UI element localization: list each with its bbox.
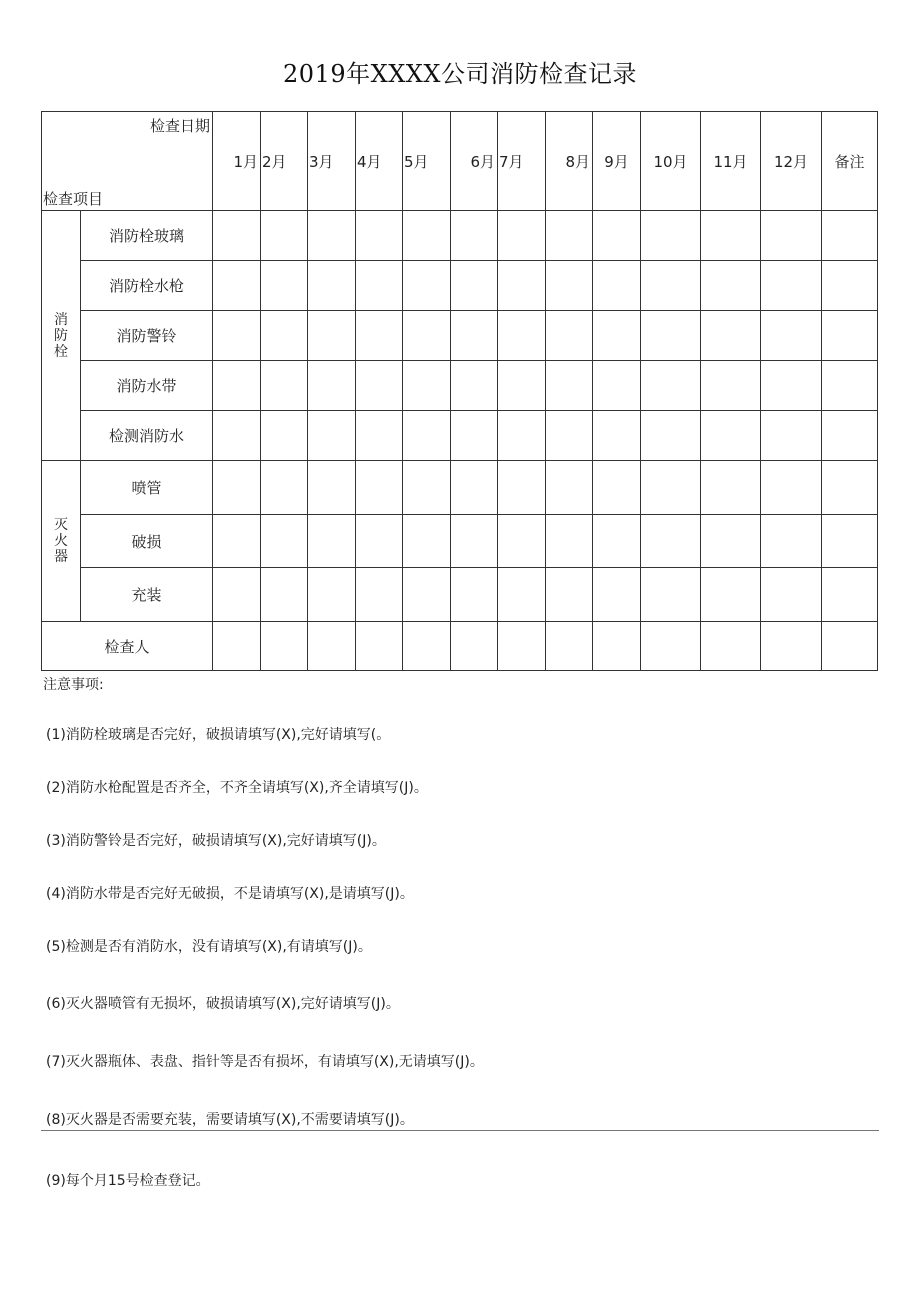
entry-cell[interactable] (213, 261, 261, 311)
check-date-label: 检查日期 (149, 117, 210, 135)
entry-cell[interactable] (641, 568, 701, 622)
page-title: 2019年XXXX公司消防检查记录 (283, 60, 637, 88)
month-header-9: 9月 (593, 112, 641, 211)
entry-cell[interactable] (701, 361, 761, 411)
remark-cell[interactable] (822, 622, 878, 671)
entry-cell[interactable] (546, 311, 593, 361)
entry-cell[interactable] (356, 568, 403, 622)
entry-cell[interactable] (213, 515, 261, 568)
entry-cell[interactable] (546, 211, 593, 261)
entry-cell[interactable] (451, 515, 498, 568)
check-item-label: 检查项目 (43, 190, 104, 208)
table-row (42, 568, 878, 622)
month-header-4: 4月 (356, 112, 403, 211)
entry-cell[interactable] (546, 622, 593, 671)
entry-cell[interactable] (308, 261, 356, 311)
entry-cell[interactable] (701, 568, 761, 622)
entry-cell[interactable] (308, 461, 356, 515)
entry-cell[interactable] (261, 261, 308, 311)
remark-cell[interactable] (822, 411, 878, 461)
remark-cell[interactable] (822, 515, 878, 568)
entry-cell[interactable] (356, 211, 403, 261)
entry-cell[interactable] (308, 622, 356, 671)
entry-cell[interactable] (593, 622, 641, 671)
table-row (42, 361, 878, 411)
entry-cell[interactable] (593, 411, 641, 461)
month-header-5: 5月 (403, 112, 451, 211)
entry-cell[interactable] (641, 211, 701, 261)
group-extinguisher-label: 灭火器 (54, 517, 68, 565)
group-hydrant-cell (42, 211, 81, 461)
month-header-1: 1月 (213, 112, 261, 211)
entry-cell[interactable] (641, 261, 701, 311)
entry-cell[interactable] (641, 311, 701, 361)
entry-cell[interactable] (261, 411, 308, 461)
entry-cell[interactable] (403, 261, 451, 311)
note-item-2: (2)消防水枪配置是否齐全，不齐全请填写(X),齐全请填写(J)。 (46, 780, 428, 796)
table-row (42, 311, 878, 361)
inspector-row (42, 622, 878, 671)
entry-cell[interactable] (761, 622, 822, 671)
entry-cell[interactable] (451, 568, 498, 622)
entry-cell[interactable] (356, 461, 403, 515)
table-row (42, 411, 878, 461)
entry-cell[interactable] (498, 411, 546, 461)
entry-cell[interactable] (498, 461, 546, 515)
entry-cell[interactable] (261, 461, 308, 515)
entry-cell[interactable] (213, 361, 261, 411)
entry-cell[interactable] (356, 515, 403, 568)
entry-cell[interactable] (761, 211, 822, 261)
entry-cell[interactable] (403, 622, 451, 671)
entry-cell[interactable] (213, 311, 261, 361)
remark-header: 备注 (822, 112, 878, 211)
entry-cell[interactable] (546, 411, 593, 461)
note-item-5: (5)检测是否有消防水，没有请填写(X),有请填写(J)。 (46, 939, 372, 955)
entry-cell[interactable] (593, 311, 641, 361)
entry-cell[interactable] (593, 211, 641, 261)
entry-cell[interactable] (498, 311, 546, 361)
entry-cell[interactable] (641, 361, 701, 411)
entry-cell[interactable] (213, 211, 261, 261)
entry-cell[interactable] (403, 311, 451, 361)
entry-cell[interactable] (451, 411, 498, 461)
entry-cell[interactable] (261, 361, 308, 411)
inspector-label: 检查人 (42, 622, 213, 671)
entry-cell[interactable] (593, 515, 641, 568)
item-label: 消防栓玻璃 (81, 211, 213, 261)
table-row (42, 211, 878, 261)
entry-cell[interactable] (213, 411, 261, 461)
remark-cell[interactable] (822, 568, 878, 622)
note-item-3: (3)消防警铃是否完好，破损请填写(X),完好请填写(J)。 (46, 833, 386, 849)
corner-header-cell (42, 112, 213, 211)
entry-cell[interactable] (761, 311, 822, 361)
entry-cell[interactable] (356, 261, 403, 311)
entry-cell[interactable] (701, 515, 761, 568)
entry-cell[interactable] (403, 568, 451, 622)
table-row (42, 461, 878, 515)
entry-cell[interactable] (593, 568, 641, 622)
entry-cell[interactable] (451, 461, 498, 515)
entry-cell[interactable] (701, 261, 761, 311)
entry-cell[interactable] (498, 622, 546, 671)
entry-cell[interactable] (546, 361, 593, 411)
entry-cell[interactable] (546, 568, 593, 622)
item-label: 消防水带 (81, 361, 213, 411)
entry-cell[interactable] (261, 311, 308, 361)
note-item-9: (9)每个月15号检查登记。 (46, 1173, 210, 1189)
entry-cell[interactable] (213, 622, 261, 671)
entry-cell[interactable] (451, 622, 498, 671)
month-header-7: 7月 (498, 112, 546, 211)
item-label: 喷管 (81, 461, 213, 515)
group-hydrant-label: 消防栓 (54, 311, 68, 360)
month-header-3: 3月 (308, 112, 356, 211)
entry-cell[interactable] (498, 361, 546, 411)
header-row (42, 112, 878, 211)
item-label: 消防栓水枪 (81, 261, 213, 311)
entry-cell[interactable] (498, 261, 546, 311)
entry-cell[interactable] (546, 261, 593, 311)
entry-cell[interactable] (451, 261, 498, 311)
entry-cell[interactable] (701, 461, 761, 515)
entry-cell[interactable] (213, 461, 261, 515)
entry-cell[interactable] (308, 515, 356, 568)
item-label: 消防警铃 (81, 311, 213, 361)
entry-cell[interactable] (546, 461, 593, 515)
entry-cell[interactable] (593, 261, 641, 311)
item-label: 破损 (81, 515, 213, 568)
entry-cell[interactable] (403, 361, 451, 411)
entry-cell[interactable] (593, 461, 641, 515)
entry-cell[interactable] (761, 261, 822, 311)
entry-cell[interactable] (546, 515, 593, 568)
entry-cell[interactable] (356, 361, 403, 411)
entry-cell[interactable] (761, 411, 822, 461)
remark-cell[interactable] (822, 261, 878, 311)
entry-cell[interactable] (403, 211, 451, 261)
entry-cell[interactable] (701, 211, 761, 261)
entry-cell[interactable] (701, 411, 761, 461)
item-label: 检测消防水 (81, 411, 213, 461)
divider-line (41, 1130, 879, 1131)
notes-heading: 注意事项: (43, 677, 104, 693)
entry-cell[interactable] (641, 461, 701, 515)
entry-cell[interactable] (261, 568, 308, 622)
note-item-1: (1)消防栓玻璃是否完好，破损请填写(X),完好请填写(。 (46, 727, 391, 743)
entry-cell[interactable] (356, 411, 403, 461)
entry-cell[interactable] (701, 622, 761, 671)
entry-cell[interactable] (761, 461, 822, 515)
entry-cell[interactable] (403, 461, 451, 515)
entry-cell[interactable] (213, 568, 261, 622)
month-header-6: 6月 (451, 112, 498, 211)
entry-cell[interactable] (641, 515, 701, 568)
month-header-10: 10月 (641, 112, 701, 211)
entry-cell[interactable] (308, 411, 356, 461)
entry-cell[interactable] (403, 515, 451, 568)
entry-cell[interactable] (308, 568, 356, 622)
entry-cell[interactable] (261, 211, 308, 261)
month-header-8: 8月 (546, 112, 593, 211)
entry-cell[interactable] (451, 361, 498, 411)
note-item-7: (7)灭火器瓶体、表盘、指针等是否有损坏，有请填写(X),无请填写(J)。 (46, 1054, 484, 1070)
table-row (42, 261, 878, 311)
entry-cell[interactable] (308, 361, 356, 411)
entry-cell[interactable] (593, 361, 641, 411)
entry-cell[interactable] (261, 622, 308, 671)
entry-cell[interactable] (761, 568, 822, 622)
entry-cell[interactable] (498, 568, 546, 622)
entry-cell[interactable] (356, 311, 403, 361)
entry-cell[interactable] (701, 311, 761, 361)
entry-cell[interactable] (761, 515, 822, 568)
table-row (42, 515, 878, 568)
note-item-4: (4)消防水带是否完好无破损，不是请填写(X),是请填写(J)。 (46, 886, 414, 902)
entry-cell[interactable] (451, 211, 498, 261)
entry-cell[interactable] (641, 622, 701, 671)
entry-cell[interactable] (641, 411, 701, 461)
month-header-2: 2月 (261, 112, 308, 211)
entry-cell[interactable] (498, 515, 546, 568)
remark-cell[interactable] (822, 311, 878, 361)
note-item-6: (6)灭火器喷管有无损坏，破损请填写(X),完好请填写(J)。 (46, 996, 400, 1012)
entry-cell[interactable] (498, 211, 546, 261)
entry-cell[interactable] (356, 622, 403, 671)
month-header-11: 11月 (701, 112, 761, 211)
entry-cell[interactable] (261, 515, 308, 568)
group-extinguisher-cell (42, 461, 81, 622)
entry-cell[interactable] (403, 411, 451, 461)
remark-cell[interactable] (822, 211, 878, 261)
entry-cell[interactable] (761, 361, 822, 411)
remark-cell[interactable] (822, 461, 878, 515)
note-item-8: (8)灭火器是否需要充装，需要请填写(X),不需要请填写(J)。 (46, 1112, 414, 1128)
item-label: 充装 (81, 568, 213, 622)
remark-cell[interactable] (822, 361, 878, 411)
entry-cell[interactable] (308, 211, 356, 261)
month-header-12: 12月 (761, 112, 822, 211)
inspection-table (41, 111, 878, 671)
entry-cell[interactable] (451, 311, 498, 361)
entry-cell[interactable] (308, 311, 356, 361)
